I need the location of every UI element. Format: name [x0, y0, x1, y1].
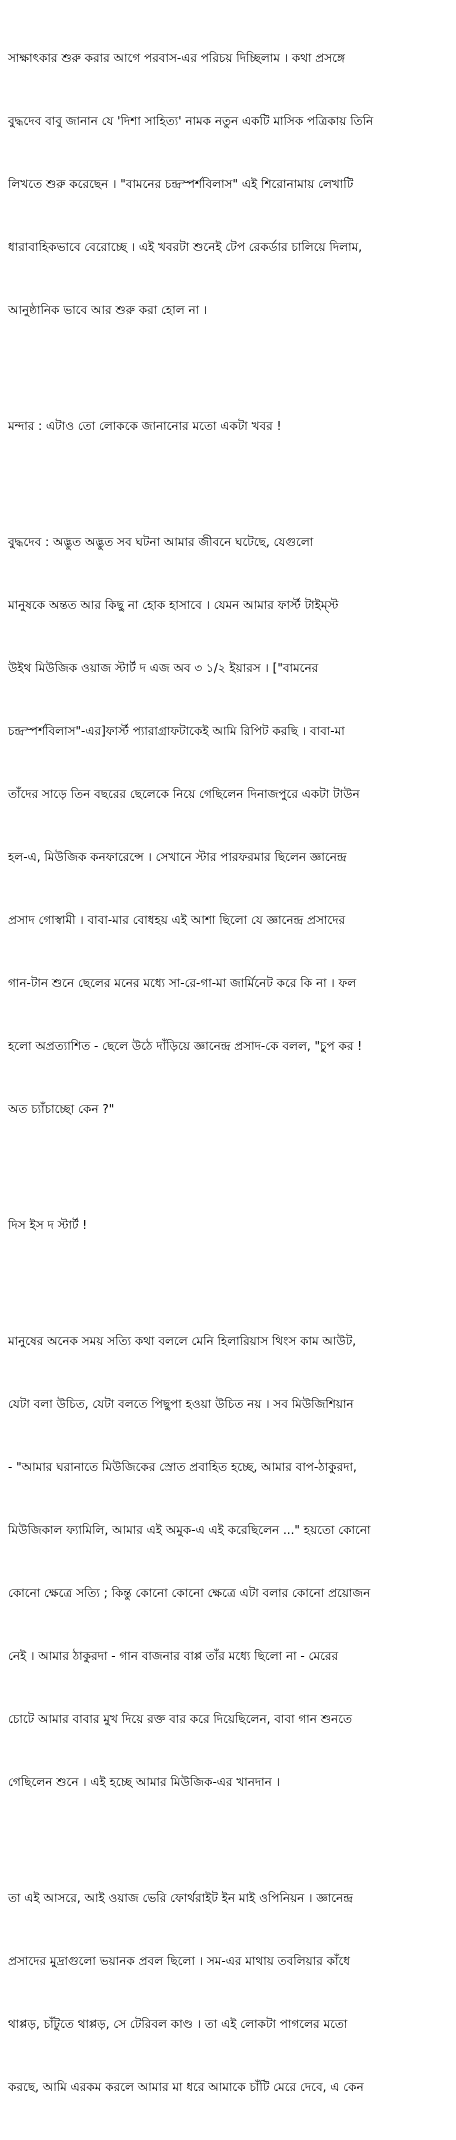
- text-line: হলো অপ্রত্যাশিত - ছেলে উঠে দাঁড়িয়ে জ্ঞানেন্দ্র প্রসাদ-কে বলল, "চুপ কর !: [8, 1039, 363, 1053]
- text-line: মিউজিকাল ফ্যামিলি, আমার এই অমুক-এ এই করেছিলেন ..." হয়তো কোনো: [8, 1523, 371, 1537]
- text-line: তাঁদের সাড়ে তিন বছরের ছেলেকে নিয়ে গেছিলেন দিনাজপুরে একটা টাউন: [8, 787, 360, 801]
- text-line: যেটা বলা উচিত, যেটা বলতে পিছুপা হওয়া উচিত নয় । সব মিউজিশিয়ান: [8, 1397, 354, 1411]
- text-line: নেই । আমার ঠাকুরদা - গান বাজনার বাপ্প তাঁর মধ্যে ছিলো না - মেরের: [8, 1649, 339, 1663]
- text-line: থাপ্পড়, চাঁটুতে থাপ্পড়, সে টেরিবল কাণ্ড । তা এই লোকটা পাগলের মতো: [8, 2017, 348, 2031]
- text-line: উইথ মিউজিক ওয়াজ স্টার্ট দ এজ অব ৩ ১/২ ইয়ারস । ["বামনের: [8, 661, 319, 675]
- text-line: প্রসাদের মুদ্রাগুলো ভয়ানক প্রবল ছিলো । সম-এর মাথায় তবলিয়ার কাঁধে: [8, 1954, 351, 1968]
- text-line: মন্দার : এটাও তো লোককে জানানোর মতো একটা খবর !: [8, 419, 282, 433]
- text-line: বুদ্ধদেব : অদ্ভুত অদ্ভুত সব ঘটনা আমার জীবনে ঘটেছে, যেগুলো: [8, 535, 314, 549]
- text-line: চোটে আমার বাবার মুখ দিয়ে রক্ত বার করে দিয়েছিলেন, বাবা গান শুনতে: [8, 1712, 353, 1726]
- text-line: অত চ্যাঁচাচ্ছো কেন ?": [8, 1102, 115, 1116]
- text-line: বুদ্ধদেব বাবু জানান যে 'দিশা সাহিত্য' নামক নতুন একটি মাসিক পত্রিকায় তিনি: [8, 114, 374, 128]
- paragraph-truth: [8, 1289, 450, 1835]
- text-line: মানুষকে অন্তত আর কিছু না হোক হাসাবে । যেমন আমার ফার্স্ট টাইম্স্ট: [8, 598, 339, 612]
- text-line: প্রসাদ গোস্বামী । বাবা-মার বোধহয় এই আশা ছিলো যে জ্ঞানেন্দ্র প্রসাদের: [8, 913, 346, 927]
- paragraph-intro: [8, 6, 450, 363]
- text-line: চন্দ্রস্পর্শবিলাস"-এর]ফার্স্ট প্যারাগ্রাফটাকেই আমি রিপিট করছি । বাবা-মা: [8, 724, 345, 738]
- text-line: হল-এ, মিউজিক কনফারেন্সে । সেখানে স্টার পারফরমার ছিলেন জ্ঞানেন্দ্র: [8, 850, 347, 864]
- paragraph-buddhadeb-answer: [8, 490, 450, 1162]
- text-line: লিখতে শুরু করেছেন । "বামনের চন্দ্রস্পর্শবিলাস" এই শিরোনামায় লেখাটি: [8, 177, 354, 191]
- text-line: মানুষের অনেক সময় সত্যি কথা বললে মেনি হিলারিয়াস থিংস কাম আউট,: [8, 1334, 357, 1348]
- text-line: আনুষ্ঠানিক ভাবে আর শুরু করা হোল না ।: [8, 303, 208, 317]
- paragraph-mandar-question: [8, 374, 450, 479]
- text-line: দিস ইস দ স্টার্ট !: [8, 1218, 88, 1232]
- paragraph-concert: [8, 1846, 450, 2140]
- text-line: কোনো ক্ষেত্রে সত্যি ; কিন্তু কোনো কোনো ক্ষেত্রে এটা বলার কোনো প্রয়োজন: [8, 1586, 371, 1600]
- paragraph-this-is-the-start: [8, 1173, 450, 1278]
- text-line: ধারাবাহিকভাবে বেরোচ্ছে । এই খবরটা শুনেই টেপ রেকর্ডার চালিয়ে দিলাম,: [8, 240, 363, 254]
- text-line: তা এই আসরে, আই ওয়াজ ভেরি ফোর্থরাইট ইন মাই ওপিনিয়ন । জ্ঞানেন্দ্র: [8, 1891, 353, 1905]
- text-line: সাক্ষাৎকার শুরু করার আগে পরবাস-এর পরিচয় দিচ্ছিলাম । কথা প্রসঙ্গে: [8, 51, 345, 65]
- text-line: গান-টান শুনে ছেলের মনের মধ্যে সা-রে-গা-মা জার্মিনেট করে কি না । ফল: [8, 976, 357, 990]
- text-line: - "আমার ঘরানাতে মিউজিকের স্রোত প্রবাহিত হচ্ছে, আমার বাপ-ঠাকুরদা,: [8, 1460, 357, 1474]
- text-line: করছে, আমি এরকম করলে আমার মা ধরে আমাকে চাঁটি মেরে দেবে, এ কেন: [8, 2080, 364, 2094]
- text-line: গেছিলেন শুনে । এই হচ্ছে আমার মিউজিক-এর খানদান ।: [8, 1775, 280, 1789]
